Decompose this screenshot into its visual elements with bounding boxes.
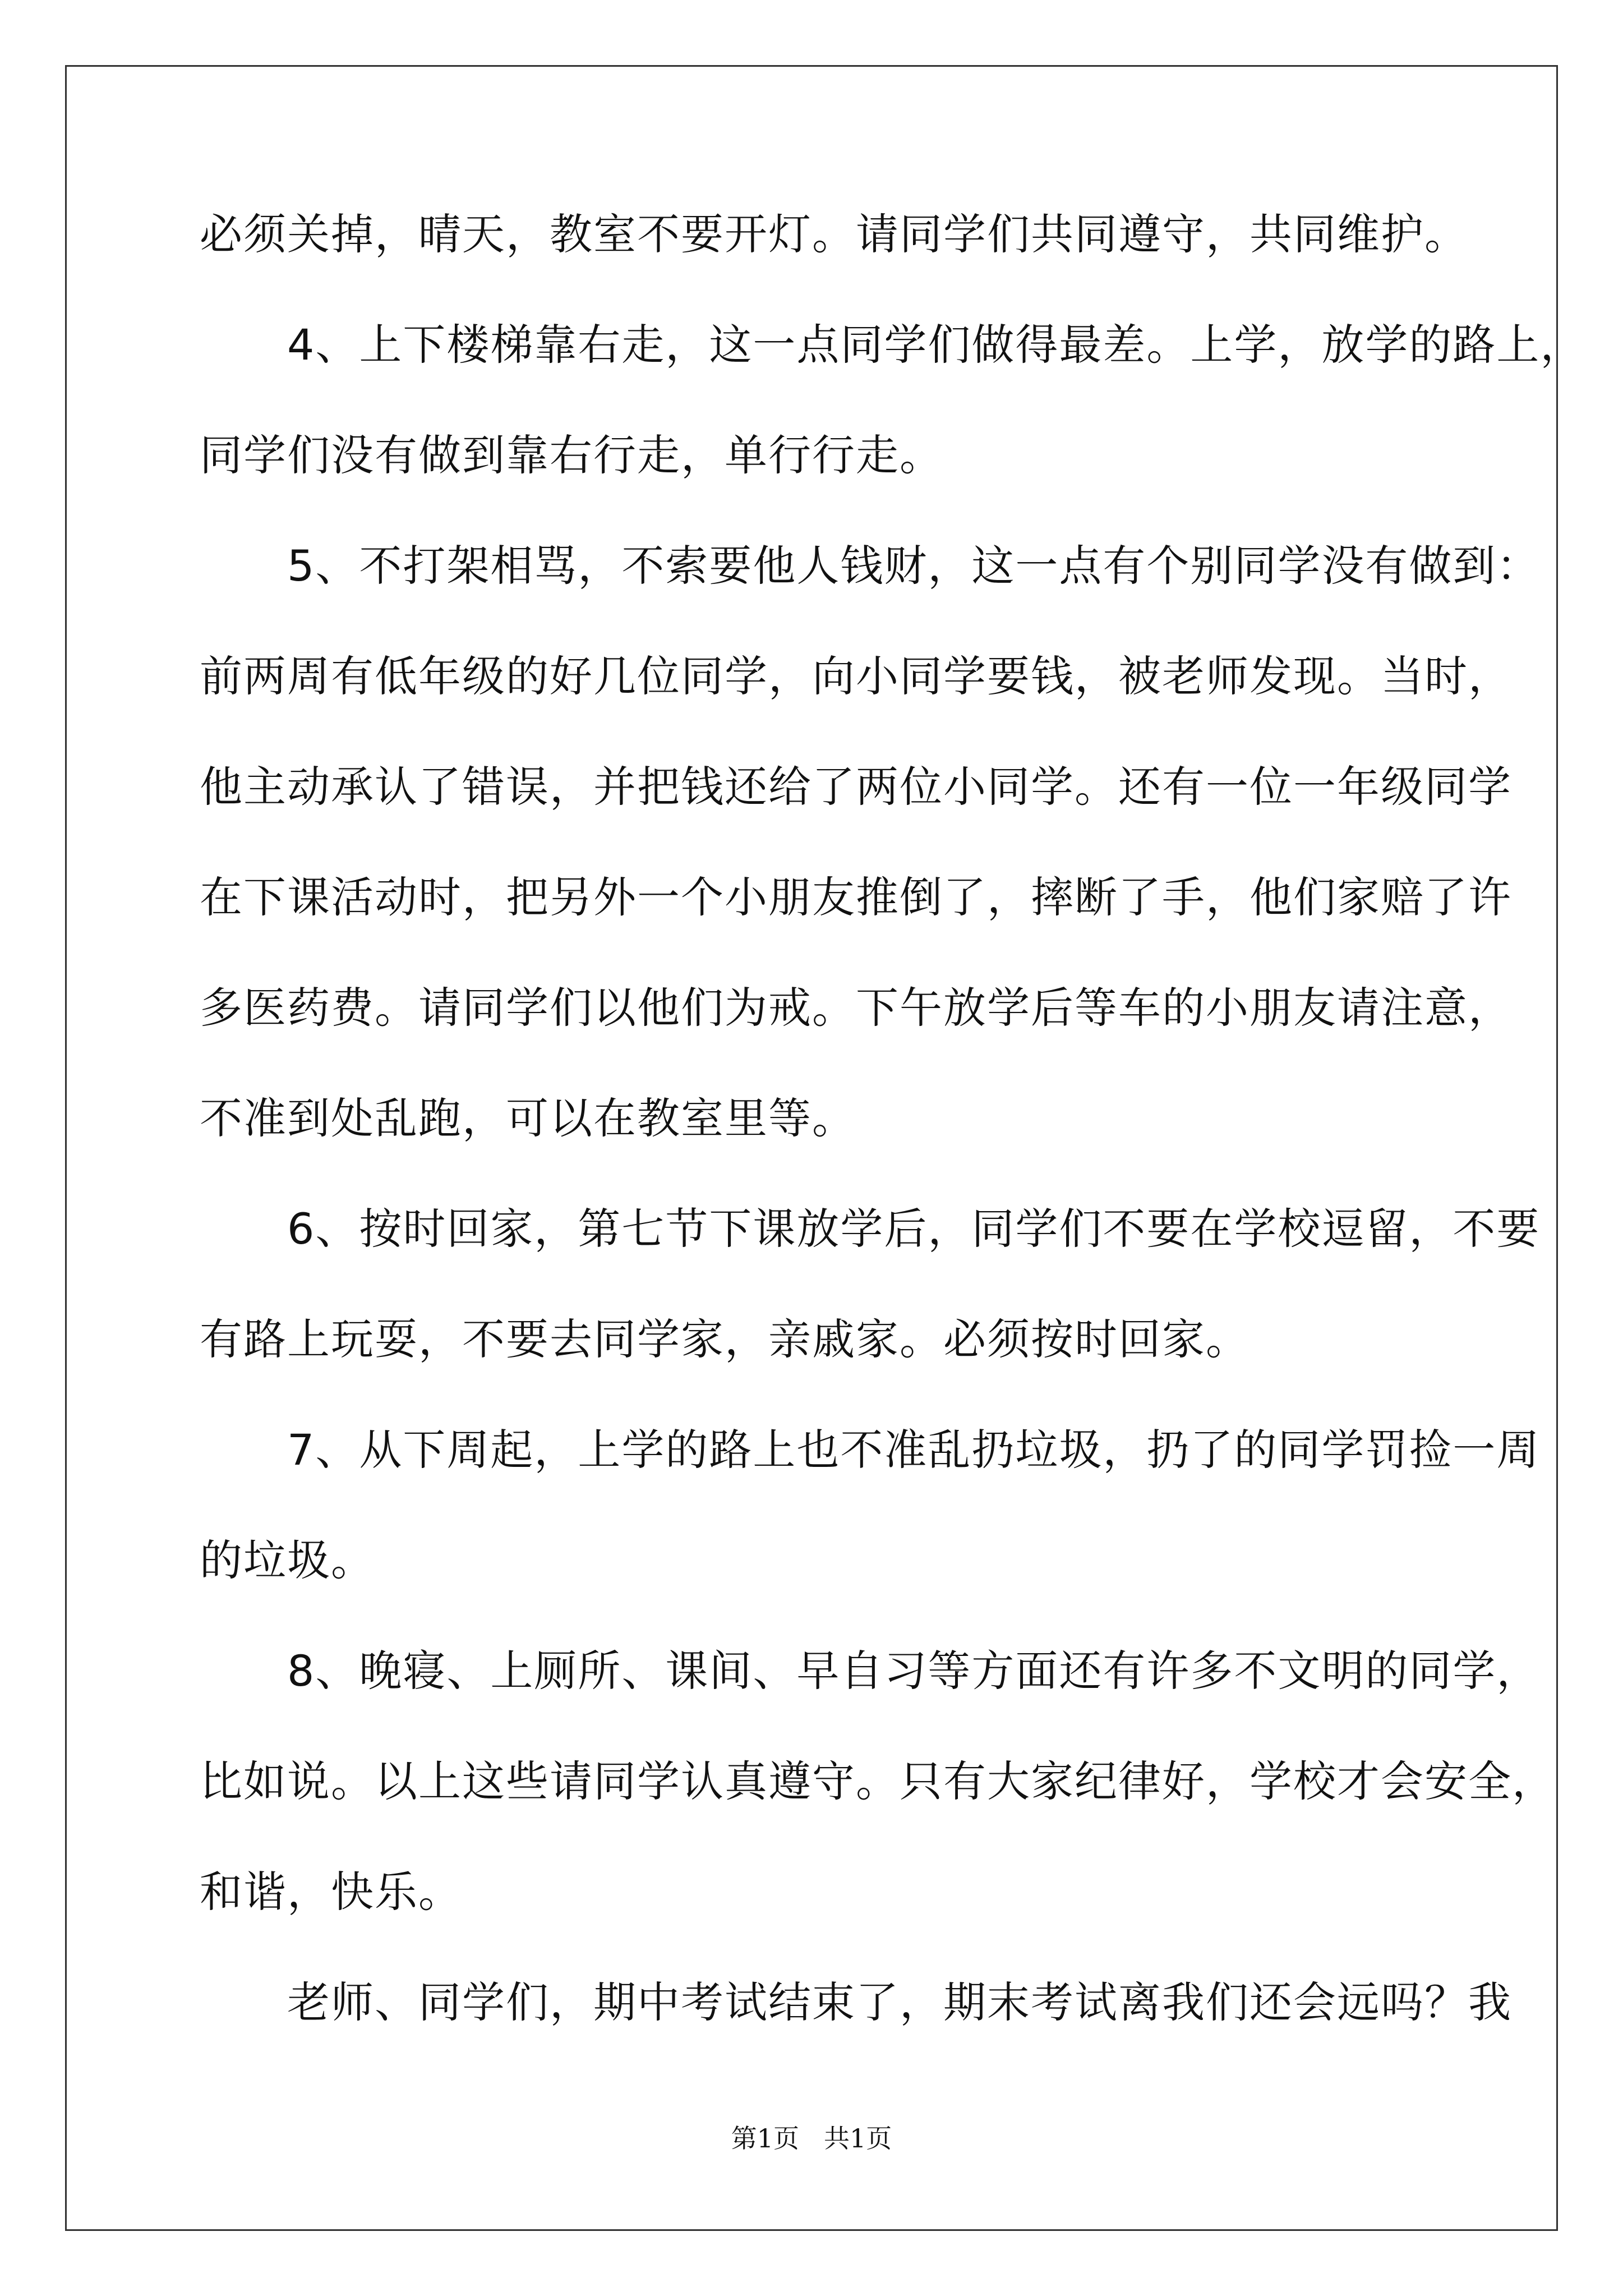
text-line: 4、上下楼梯靠右走，这一点同学们做得最差。上学，放学的路上， xyxy=(200,320,1584,370)
text-line: 不准到处乱跑，可以在教室里等。 xyxy=(200,1093,856,1143)
page-number: 第1页 xyxy=(731,2123,799,2154)
text-line: 他主动承认了错误，并把钱还给了两位小同学。还有一位一年级同学 xyxy=(200,762,1512,812)
text-line: 必须关掉，晴天，教室不要开灯。请同学们共同遵守，共同维护。 xyxy=(200,209,1468,259)
page-total: 共1页 xyxy=(824,2123,892,2154)
text-line: 6、按时回家，第七节下课放学后，同学们不要在学校逗留，不要 xyxy=(200,1204,1541,1254)
text-line: 同学们没有做到靠右行走，单行行走。 xyxy=(200,430,943,480)
text-line: 多医药费。请同学们以他们为戒。下午放学后等车的小朋友请注意， xyxy=(200,983,1512,1033)
text-line: 5、不打架相骂，不索要他人钱财，这一点有个别同学没有做到： xyxy=(200,541,1541,591)
page-footer xyxy=(0,2122,1623,2155)
text-line: 比如说。以上这些请同学认真遵守。只有大家纪律好，学校才会安全， xyxy=(200,1756,1556,1806)
text-line: 前两周有低年级的好几位同学，向小同学要钱，被老师发现。当时， xyxy=(200,651,1512,701)
text-line: 和谐，快乐。 xyxy=(200,1867,462,1917)
text-line: 8、晚寝、上厕所、课间、早自习等方面还有许多不文明的同学， xyxy=(200,1646,1541,1696)
text-line: 在下课活动时，把另外一个小朋友推倒了，摔断了手，他们家赔了许 xyxy=(200,872,1512,922)
text-line: 7、从下周起，上学的路上也不准乱扔垃圾，扔了的同学罚捡一周 xyxy=(200,1425,1541,1475)
text-line: 的垃圾。 xyxy=(200,1535,375,1585)
text-line: 老师、同学们，期中考试结束了，期末考试离我们还会远吗？我 xyxy=(200,1977,1512,2027)
text-line: 有路上玩耍，不要去同学家，亲戚家。必须按时回家。 xyxy=(200,1314,1249,1364)
